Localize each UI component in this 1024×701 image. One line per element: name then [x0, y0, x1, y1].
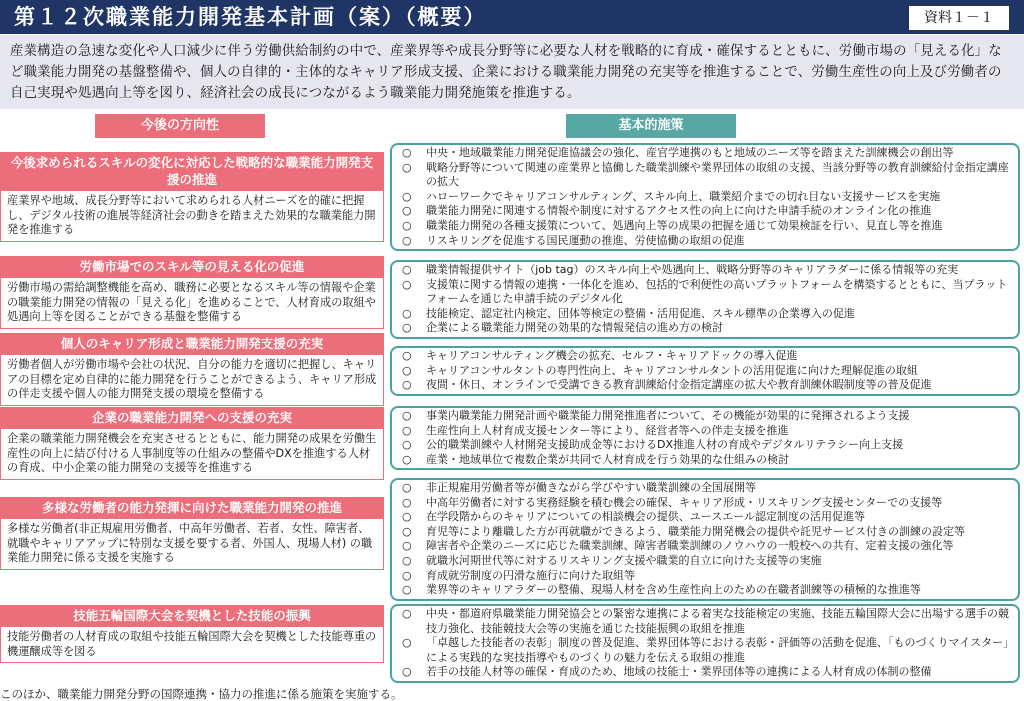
- direction-body: 企業の職業能力開発機会を充実させるとともに、能力開発の成果を労働生産性の向上に結び付ける人事制度等の仕組みの整備やDXを推進する人材の育成、中小企業の能力開発の支援等を推進する: [0, 428, 384, 480]
- policy-list: [398, 607, 1012, 680]
- policy-item: ○ キャリアコンサルタントの専門性向上、キャリアコンサルタントの活用促進に向けた理解促進の取組: [398, 364, 1012, 379]
- column-header-policies: 基本的施策: [566, 114, 736, 138]
- intro-box: [0, 35, 1024, 109]
- direction-title: 多様な労働者の能力発揮に向けた職業能力開発の推進: [0, 497, 384, 518]
- policy-block-enterprise-support: [390, 406, 1020, 470]
- direction-block-skills-olympics: [0, 605, 384, 663]
- policy-list: [398, 481, 1012, 598]
- document-number-badge: 資料１－１: [908, 5, 1010, 31]
- policy-item: ○ 若手の技能人材等の確保・育成のため、地域の技能士・業界団体等の連携による人材育成の体制の整備: [398, 665, 1012, 680]
- policy-block-diverse-workers: [390, 478, 1020, 601]
- policy-list: [398, 146, 1012, 248]
- policy-item: ○ 職業情報提供サイト（job tag）のスキル向上や処遇向上、戦略分野等のキャリアラダーに係る情報等の充実: [398, 263, 1012, 278]
- header-bar: [0, 0, 1024, 34]
- policy-block-skills-olympics: [390, 604, 1020, 683]
- policy-item: ○ 育児等により離職した方が再就職ができるよう、職業能力開発機会の提供や託児サービス付きの訓練の設定等: [398, 525, 1012, 540]
- direction-block-enterprise-support: [0, 407, 384, 480]
- policy-list: [398, 263, 1012, 336]
- policy-item: ○ 障害者や企業のニーズに応じた職業訓練、障害者職業訓練のノウハウの一般校への共有、定着支援の強化等: [398, 539, 1012, 554]
- policy-block-skills-change: [390, 143, 1020, 251]
- intro-text: 産業構造の急速な変化や人口減少に伴う労働供給制約の中で、産業界等や成長分野等に必要な人材を戦略的に育成・確保するとともに、労働市場の「見える化」など職業能力開発の基盤整備や、個人の自律的・主体的なキャリア形成支援、企業における職業能力開発の充実等を推進することで、労働生産性の向上及び労働者の自己実現や処遇向上等を図り、経済社会の成長につながるよう職業能力開発施策を推進する。: [10, 44, 1002, 101]
- direction-block-skills-change: [0, 152, 384, 242]
- policy-item: ○ 中央・地域職業能力開発促進協議会の強化、産官学連携のもと地域のニーズ等を踏まえた訓練機会の創出等: [398, 146, 1012, 161]
- policy-item: ○ 在学段階からのキャリアについての相談機会の提供、ユースエール認定制度の活用促進等: [398, 510, 1012, 525]
- policy-item: ○ 支援策に関する情報の連携・一体化を進め、包括的で利便性の高いプラットフォームを構築するとともに、当プラットフォームを通じた申請手続のデジタル化: [398, 278, 1012, 307]
- policy-item: ○ 技能検定、認定社内検定、団体等検定の整備・活用促進、スキル標準の企業導入の促進: [398, 307, 1012, 322]
- policy-block-individual-career: [390, 346, 1020, 396]
- page-title: 第１２次職業能力開発基本計画（案）（概要）: [14, 5, 487, 29]
- direction-title: 労働市場でのスキル等の見える化の促進: [0, 256, 384, 277]
- footer-note: このほか、職業能力開発分野の国際連携・協力の推進に係る施策を実施する。: [0, 687, 403, 701]
- policy-item: ○ 公的職業訓練や人材開発支援助成金等におけるDX推進人材の育成やデジタルリテラシー向上支援: [398, 438, 1012, 453]
- policy-item: ○ 職業能力開発の各種支援策について、処遇向上等の成果の把握を通じて効果検証を行い、見直し等を推進: [398, 219, 1012, 234]
- direction-block-skills-visibility: [0, 256, 384, 329]
- policy-item: ○ リスキリングを促進する国民運動の推進、労使協働の取組の促進: [398, 234, 1012, 249]
- direction-block-individual-career: [0, 333, 384, 406]
- policy-item: ○ キャリアコンサルティング機会の拡充、セルフ・キャリアドックの導入促進: [398, 349, 1012, 364]
- direction-body: 労働市場の需給調整機能を高め、職務に必要となるスキル等の情報や企業の職業能力開発の情報の「見える化」を進めることで、人材育成の取組や処遇向上等を図ることができる基盤を整備する: [0, 277, 384, 329]
- column-header-directions: 今後の方向性: [95, 114, 265, 138]
- policy-block-skills-visibility: [390, 260, 1020, 339]
- policy-item: ○ 業界等のキャリアラダーの整備、現場人材を含め生産性向上のための在職者訓練等の積極的な推進等: [398, 583, 1012, 598]
- direction-body: 多様な労働者(非正規雇用労働者、中高年労働者、若者、女性、障害者、就職やキャリアアップに特別な支援を要する者、外国人、現場人材) の職業能力開発に係る支援を実施する: [0, 518, 384, 570]
- direction-body: 産業界や地域、成長分野等において求められる人材ニーズを的確に把握し、デジタル技術の進展等経済社会の動きを踏まえた効果的な職業能力開発を推進する: [0, 190, 384, 242]
- policy-item: ○ 育成就労制度の円滑な施行に向けた取組等: [398, 569, 1012, 584]
- direction-body: 技能労働者の人材育成の取組や技能五輪国際大会を契機とした技能尊重の機運醸成等を図る: [0, 626, 384, 663]
- policy-item: ○ 戦略分野等について関連の産業界と協働した職業訓練や業界団体の取組の支援、当該分野等の教育訓練給付金指定講座の拡大: [398, 161, 1012, 190]
- policy-item: ○ 非正規雇用労働者等が働きながら学びやすい職業訓練の全国展開等: [398, 481, 1012, 496]
- policy-item: ○ 企業による職業能力開発の効果的な情報発信の進め方の検討: [398, 321, 1012, 336]
- direction-block-diverse-workers: [0, 497, 384, 570]
- direction-title: 企業の職業能力開発への支援の充実: [0, 407, 384, 428]
- policy-item: ○ ハローワークでキャリアコンサルティング、スキル向上、職業紹介までの切れ目ない支援サービスを実施: [398, 190, 1012, 205]
- policy-list: [398, 409, 1012, 467]
- policy-item: ○ 産業・地域単位で複数企業が共同で人材育成を行う効果的な仕組みの検討: [398, 453, 1012, 468]
- policy-list: [398, 349, 1012, 393]
- policy-item: ○ 中央・都道府県職業能力開発協会との緊密な連携による着実な技能検定の実施、技能五輪国際大会に出場する選手の競技力強化、技能競技大会等の実施を通じた技能振興の取組を推進: [398, 607, 1012, 636]
- policy-item: ○ 生産性向上人材育成支援センター等により、経営者等への伴走支援を推進: [398, 424, 1012, 439]
- direction-title: 個人のキャリア形成と職業能力開発支援の充実: [0, 333, 384, 354]
- direction-title: 今後求められるスキルの変化に対応した戦略的な職業能力開発支援の推進: [0, 152, 384, 190]
- direction-title: 技能五輪国際大会を契機とした技能の振興: [0, 605, 384, 626]
- policy-item: ○ 夜間・休日、オンラインで受講できる教育訓練給付金指定講座の拡大や教育訓練休暇制度等の普及促進: [398, 378, 1012, 393]
- policy-item: ○ 「卓越した技能者の表彰」制度の普及促進、業界団体等における表彰・評価等の活動を促進、「ものづくりマイスター」による実践的な実技指導やものづくりの魅力を伝える取組の推進: [398, 636, 1012, 665]
- direction-body: 労働者個人が労働市場や会社の状況、自分の能力を適切に把握し、キャリアの目標を定め自律的に能力開発を行うことができるよう、キャリア形成の伴走支援や個人の能力開発支援の環境を整備する: [0, 354, 384, 406]
- policy-item: ○ 就職氷河期世代等に対するリスキリング支援や職業的自立に向けた支援等の実施: [398, 554, 1012, 569]
- policy-item: ○ 中高年労働者に対する実務経験を積む機会の確保、キャリア形成・リスキリング支援センターでの支援等: [398, 496, 1012, 511]
- policy-item: ○ 事業内職業能力開発計画や職業能力開発推進者について、その機能が効果的に発揮されるよう支援: [398, 409, 1012, 424]
- policy-item: ○ 職業能力開発に関連する情報や制度に対するアクセス性の向上に向けた申請手続のオンライン化の推進: [398, 204, 1012, 219]
